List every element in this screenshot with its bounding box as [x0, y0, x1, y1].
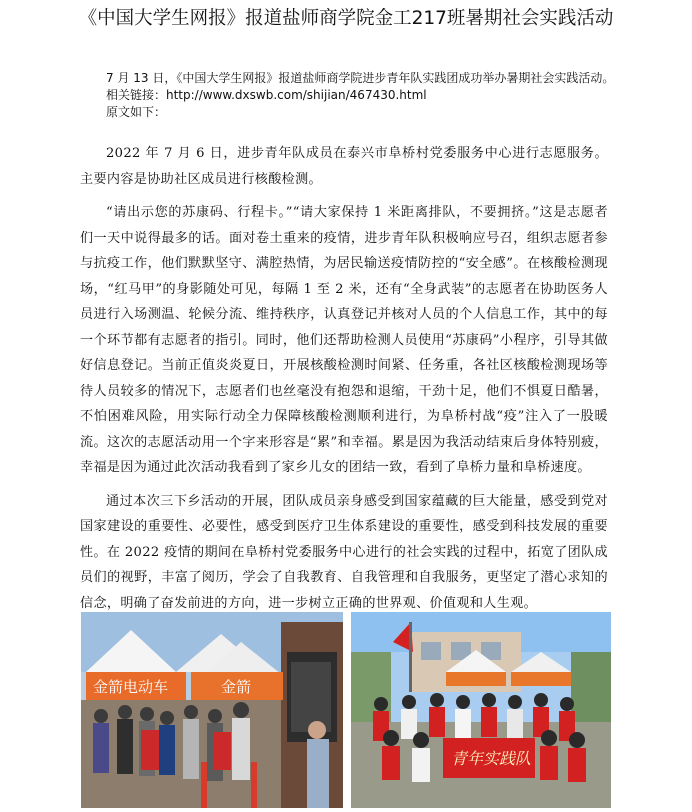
- photo-testing-site: [81, 612, 343, 808]
- intro-text: 7 月 13 日，《中国大学生网报》报道盐师商学院进步青年队实践团成功举办暑期社会实践活动。: [106, 71, 615, 85]
- original-label: 原文如下：: [106, 105, 167, 119]
- related-link[interactable]: 相关链接：http://www.dxswb.com/shijian/467430.html: [106, 88, 427, 102]
- paragraph: 2022 年 7 月 6 日，进步青年队成员在泰兴市阜桥村党委服务中心进行志愿服务。主要内容是协助社区成员进行核酸检测。: [80, 146, 608, 187]
- paragraph: “请出示您的苏康码、行程卡。”“请大家保持 1 米距离排队，不要拥挤。”这是志愿者们一天中说得最多的话。面对卷土重来的疫情，进步青年队积极响应号召，组织志愿者参与抗疫工作，他们默默坚守、满腔热情，为居民输送疫情防控的“安全感”。在核酸检测现场，“红马甲”的身影随处可见，每隔 1 至 2 米，还有“全身武装”的志愿者在协助医务人员进行入场测温、轮候分流、维持秩序，认真登记并核对人员的个人信息工作，其中的每一个环节都有志愿者的指引。同时，他们还帮助检测人员使用“苏康码”小程序，引导其做好信息登记。当前正值炎炎夏日，开展核酸检测时间紧、任务重，各社区核酸检测现场等待人员较多的情况下，志愿者们也丝毫没有抱怨和退缩，干劲十足，他们不惧夏日酷暑，不怕困难风险，用实际行动全力保障核酸检测顺利进行，为阜桥村战“疫”注入了一股暖流。这次的志愿活动用一个字来形容是“累”和幸福。累是因为我活动结束后身体特别疲，幸福是因为通过此次活动我看到了家乡儿女的团结一致，看到了阜桥力量和阜桥速度。: [80, 205, 608, 475]
- group-banner-text: 青年实践队: [451, 749, 532, 768]
- tent-banner-text: 金箭电动车: [93, 678, 169, 696]
- article-body: [80, 141, 608, 616]
- photo-group: [351, 612, 611, 808]
- article-intro: [80, 70, 620, 121]
- article-title: 《中国大学生网报》报道盐师商学院金工217班暑期社会实践活动: [78, 8, 614, 29]
- tent-banner-text-right: 金箭: [221, 678, 252, 696]
- paragraph: 通过本次三下乡活动的开展，团队成员亲身感受到国家蕴藏的巨大能量，感受到党对国家建设的重要性、必要性，感受到医疗卫生体系建设的重要性，感受到科技发展的重要性。在 2022 疫情的期间在阜桥村党委服务中心进行的社会实践的过程中，拓宽了团队成员们的视野，丰富了阅历，学会了自我教育、自我管理和自我服务，更坚定了潜心求知的信念，明确了奋发前进的方向，进一步树立正确的世界观、价值观和人生观。: [80, 493, 608, 611]
